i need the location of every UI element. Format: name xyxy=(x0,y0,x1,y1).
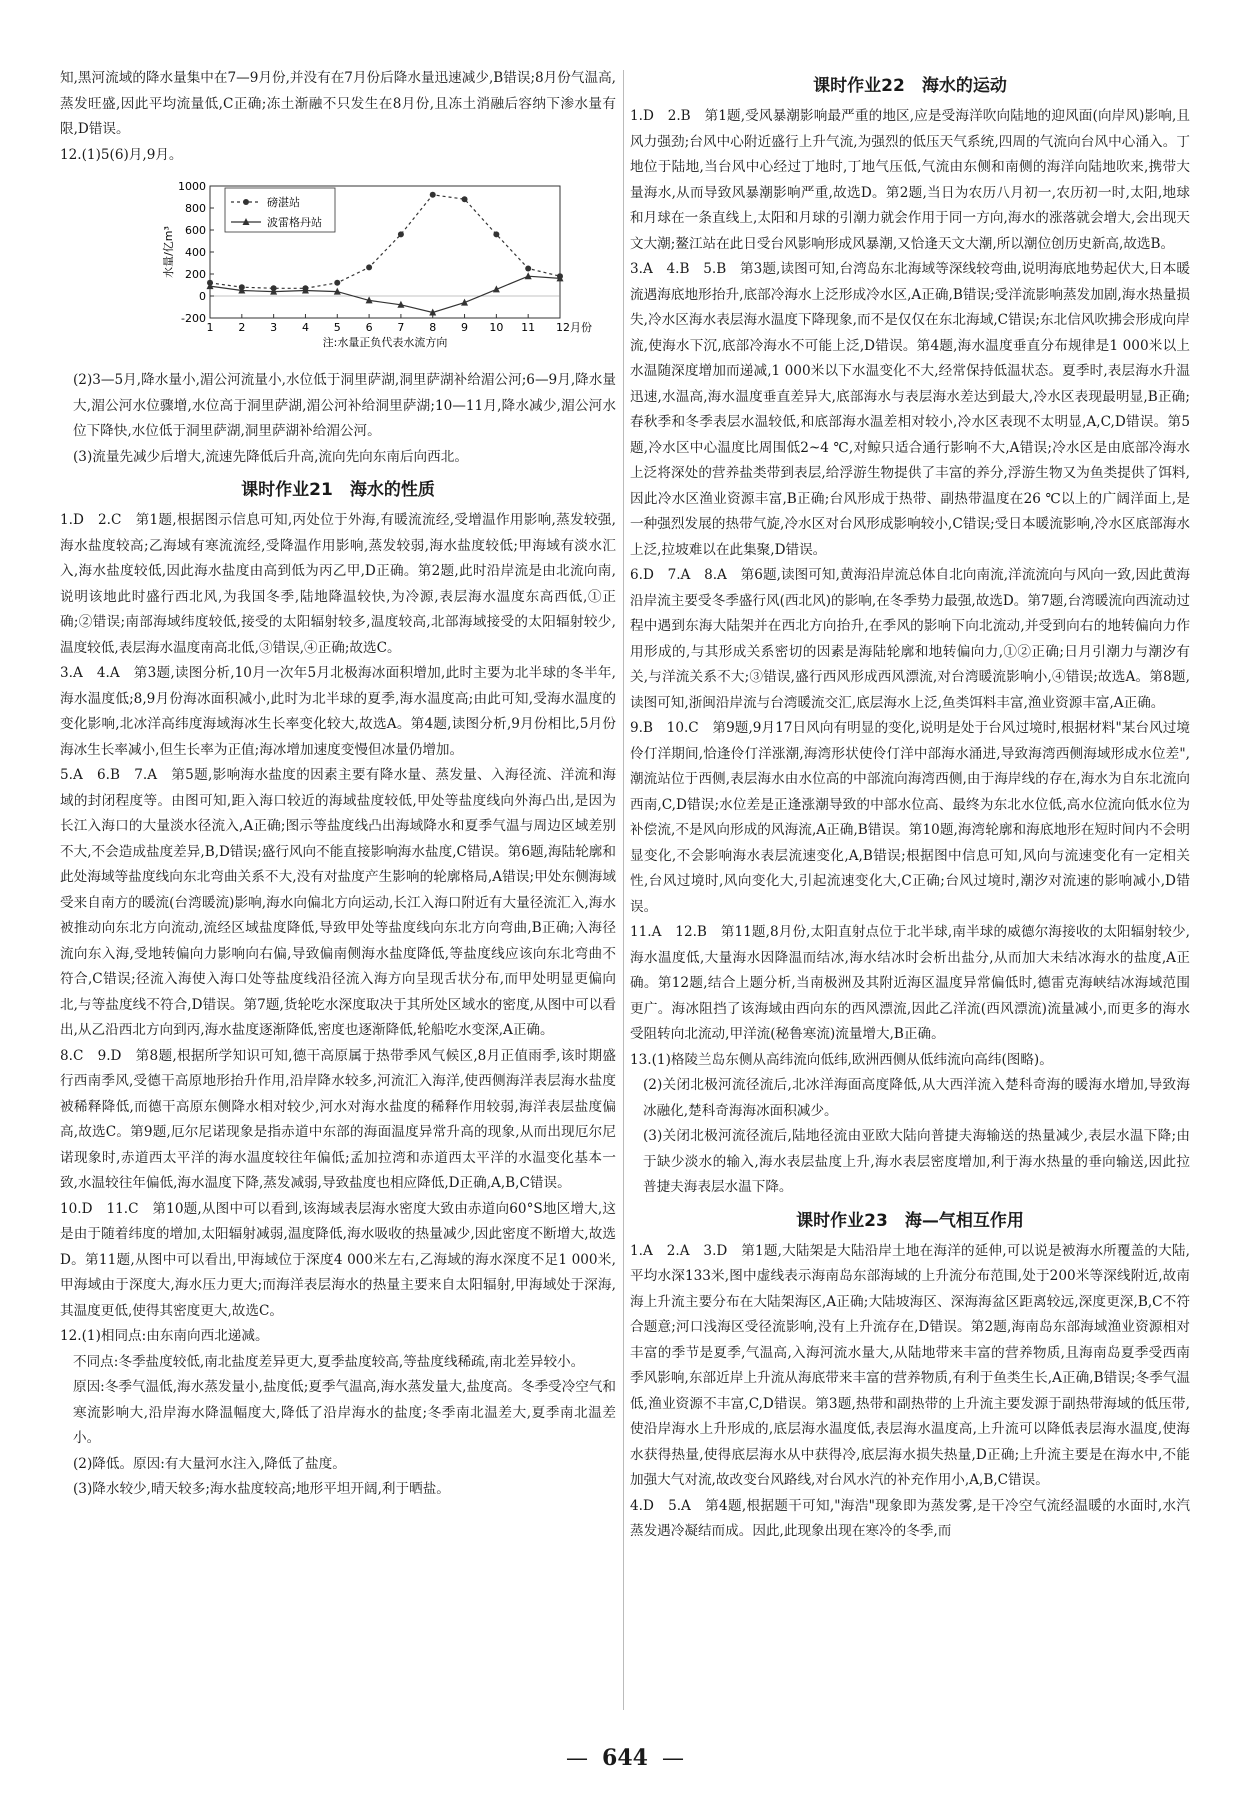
water-volume-chart xyxy=(60,168,616,368)
series-line-2 xyxy=(210,276,560,312)
column-divider xyxy=(623,70,624,1710)
legend-label: 磅湛站 xyxy=(267,196,300,209)
page-number xyxy=(0,1745,1250,1771)
paragraph: 知,黑河流域的降水量集中在7—9月份,并没有在7月份后降水量迅速减少,B错误;8月份气温高,蒸发旺盛,因此平均流量低,C正确;冻土渐融不只发生在8月份,且冻土消融后容纳下渗水量有限,D错误。 xyxy=(60,70,616,137)
legend-label: 波雷格丹站 xyxy=(267,216,322,229)
chart-note: 注:水量正负代表水流方向 xyxy=(322,336,448,349)
section-heading-21: 课时作业21 海水的性质 xyxy=(241,480,435,500)
data-point xyxy=(398,231,404,237)
right-column xyxy=(630,66,1190,1545)
paragraph: 3.A 4.B 5.B 第3题,读图可知,台湾岛东北海域等深线较弯曲,说明海底地势起伏大,日本暖流遇海底地形抬升,底部冷海水上泛形成冷水区,A正确,B错误;受洋流影响蒸发加剧,海水热量损失,冷水区海水表层海水温度下降现象,而不是仅仅在东北海域,C错误;东北信风吹拂会形成向岸流,使海水下沉,底部冷海水不可能上泛,D错误。第4题,海水温度垂直分布规律是1 000米以上水温随深度增加而递减,1 000米以下水温变化不大,经常保持低温状态。夏季时,表层海水升温迅速,水温高,海水温度垂直差异大,底部海水与表层海水差达到最大,冷水区表现最明显,B正确;春秋季和冬季表层水温较低,和底部海水温差相对较小,冷水区表现不太明显,A,C,D错误。第5题,冷水区中心温度比周围低2~4 ℃,对鲸只适合通行影响不大,A错误;冷水区是由底部冷海水上泛将深处的营养盐类带到表层,给浮游生物提供了丰富的养分,浮游生物又为鱼类提供了饵料,因此冷水区渔业资源丰富,B正确;台风形成于热带、副热带温度在26 ℃以上的广阔洋面上,是一种强烈发展的热带气旋,冷水区对台风形成影响较小,C错误;受日本暖流影响,冷水区底部海水上泛,拉坡难以在此集聚,D错误。 xyxy=(630,261,1190,558)
paragraph: 13.(1)格陵兰岛东侧从高纬流向低纬,欧洲西侧从低纬流向高纬(图略)。 xyxy=(630,1051,1053,1068)
data-point xyxy=(430,192,436,198)
paragraph: (3)降水较少,晴天较多;海水盐度较高;地形平坦开阔,利于晒盐。 xyxy=(73,1481,450,1497)
chart-svg xyxy=(60,168,616,368)
x-tick-label: 10 xyxy=(489,321,504,334)
y-tick-label: 0 xyxy=(199,290,206,303)
x-tick-label: 7 xyxy=(397,321,405,334)
x-tick-label: 3 xyxy=(270,321,278,334)
x-tick-label: 8 xyxy=(429,321,437,334)
y-tick-label: 400 xyxy=(185,246,206,259)
paragraph: (3)关闭北极河流径流后,陆地径流由亚欧大陆向普捷夫海输送的热量减少,表层水温下降;由于缺少淡水的输入,海水表层盐度上升,海水表层密度增加,利于海水热量的垂向输送,因此拉普捷夫海表层水温下降。 xyxy=(643,1128,1190,1195)
data-point xyxy=(366,264,372,270)
paragraph: 5.A 6.B 7.A 第5题,影响海水盐度的因素主要有降水量、蒸发量、入海径流、洋流和海域的封闭程度等。由图可知,距入海口较近的海域盐度较低,甲处等盐度线向外海凸出,是因为长江入海口的大量淡水径流入,A正确;图示等盐度线凸出海域降水和夏季气温与周边区域差别不大,不会造成盐度差异,B,D错误;盛行风向不能直接影响海水盐度,C错误。第6题,海陆轮廓和此处海域等盐度线向东北弯曲关系不大,没有对盐度产生影响的轮廓格局,A错误;甲处东侧海域受来自南方的暖流(台湾暖流)影响,海水向偏北方向运动,长江入海口附近有大量径流汇入,海水被推动向东北方向流动,流经区域盐度降低,导致甲处等盐度线向东北方向弯曲,B正确;入海径流向东入海,受地转偏向力影响向右偏,导致偏南侧海水盐度降低,等盐度线应该向东北弯曲不符合,C错误;径流入海使入海口处等盐度线沿径流入海方向呈现舌状分布,而甲处明显更偏向北,与等盐度线不符合,D错误。第7题,货轮吃水深度取决于其所处区域水的密度,从图中可以看出,从乙沿西北方向到丙,海水盐度逐渐降低,密度也逐渐降低,轮船吃水变深,A正确。 xyxy=(60,767,616,1038)
y-tick-label: -200 xyxy=(181,312,206,325)
paragraph: 9.B 10.C 第9题,9月17日风向有明显的变化,说明是处于台风过境时,根据材料"某台风过境伶仃洋期间,恰逢伶仃洋涨潮,海湾形状使伶仃洋中部海水涌进,导致海湾西侧海域形成水位差",潮流站位于西侧,表层海水由水位高的中部流向海湾西侧,由于海岸线的存在,海水为自东北流向西南,C,D错误;水位差是正逢涨潮导致的中部水位高、最终为东北水位低,高水位流向低水位为补偿流,不是风向形成的风海流,A正确,B错误。第10题,海湾轮廓和海底地形在短时间内不会明显变化,不会影响海水表层流速变化,A,B错误;根据图中信息可知,风向与流速变化有一定相关性,台风过境时,风向变化大,引起流速变化大,C正确;台风过境时,潮汐对流速的影响减小,D错误。 xyxy=(630,720,1190,915)
paragraph: 1.D 2.C 第1题,根据图示信息可知,丙处位于外海,有暖流流经,受增温作用影响,蒸发较强,海水盐度较高;乙海域有寒流流经,受降温作用影响,蒸发较弱,海水盐度较低;甲海域有淡水汇入,海水盐度较低,因此海水盐度由高到低为丙乙甲,D正确。第2题,此时沿岸流是由北流向南,说明该地此时盛行西北风,为我国冬季,陆地降温较快,为冷源,表层海水温度东高西低,①正确;②错误;南部海域纬度较低,接受的太阳辐射较多,温度较高,北部海域接受的太阳辐射较少,温度较低,表层海水温度南高北低,③错误,④正确;故选C。 xyxy=(60,512,616,656)
paragraph: 3.A 4.A 第3题,读图分析,10月一次年5月北极海冰面积增加,此时主要为北半球的冬半年,海水温度低;8,9月份海冰面积减小,此时为北半球的夏季,海水温度高;由此可知,受海水温度的变化影响,北冰洋高纬度海域海冰生长率变化较大,故选A。第4题,读图分析,9月份相比,5月份海冰生长率减小,但生长率为正值;海冰增加速度变慢但冰量仍增加。 xyxy=(60,665,616,758)
paragraph: (2)降低。原因:有大量河水注入,降低了盐度。 xyxy=(73,1455,346,1472)
x-tick-label: 12月份 xyxy=(556,321,592,334)
y-tick-label: 600 xyxy=(185,224,206,237)
answer-12-3: (3)流量先减少后增大,流速先降低后升高,流向先向东南后向西北。 xyxy=(73,448,468,465)
legend-marker xyxy=(243,199,249,205)
page-dash: — xyxy=(566,1746,589,1771)
x-tick-label: 11 xyxy=(521,321,536,334)
paragraph: 原因:冬季气温低,海水蒸发量小,盐度低;夏季气温高,海水蒸发量大,盐度高。冬季受冷空气和寒流影响大,沿岸海水降温幅度大,降低了沿岸海水的盐度;冬季南北温差大,夏季南北温差小。 xyxy=(73,1379,617,1446)
data-point xyxy=(525,272,532,279)
data-point xyxy=(462,196,468,202)
x-tick-label: 6 xyxy=(365,321,373,334)
section-heading-23: 课时作业23 海—气相互作用 xyxy=(796,1210,1024,1231)
x-tick-label: 2 xyxy=(238,321,246,334)
left-column xyxy=(60,66,616,1503)
paragraph: 6.D 7.A 8.A 第6题,读图可知,黄海沿岸流总体自北向南流,洋流流向与风向一致,因此黄海沿岸流主要受冬季盛行风(西北风)的影响,在冬季势力最强,故选D。第7题,台湾暖流向西流动过程中遇到东海大陆架并在西北方向抬升,在季风的影响下向北流动,并受到向右的地转偏向力作用形成的,与其形成关系密切的因素是海陆轮廓和地转偏向力,①②正确;日月引潮力与潮汐有关,与洋流关系不大;③错误,盛行西风形成西风漂流,对台湾暖流影响小,④错误;故选A。第8题,读图可知,浙闽沿岸流与台湾暖流交汇,底层海水上泛,鱼类饵料丰富,渔业资源丰富,A正确。 xyxy=(630,567,1190,711)
x-tick-label: 9 xyxy=(461,321,469,334)
paragraph: (2)关闭北极河流径流后,北冰洋海面高度降低,从大西洋流入楚科奇海的暖海水增加,导致海冰融化,楚科奇海海冰面积减少。 xyxy=(643,1077,1190,1119)
paragraph: 不同点:冬季盐度较低,南北盐度差异更大,夏季盐度较高,等盐度线稀疏,南北差异较小。 xyxy=(73,1353,585,1370)
x-tick-label: 1 xyxy=(206,321,214,334)
paragraph: 11.A 12.B 第11题,8月份,太阳直射点位于北半球,南半球的威德尔海接收的太阳辐射较少,海水温度低,大量海水因降温而结冰,海水结冰时会析出盐分,从而加大未结冰海水的盐度,A正确。第12题,结合上题分析,当南极洲及其附近海区温度异常偏低时,德雷克海峡结冰海域范围更广。海冰阻挡了该海域由西向东的西风漂流,因此乙洋流(西风漂流)流量减小,而更多的海水受阻转向北流动,甲洋流(秘鲁寒流)流量增大,B正确。 xyxy=(630,924,1190,1042)
page-dash: — xyxy=(661,1746,684,1771)
paragraph: 4.D 5.A 第4题,根据题干可知,"海浩"现象即为蒸发雾,是干冷空气流经温暖的水面时,水汽蒸发遇冷凝结而成。因此,此现象出现在寒冷的冬季,而 xyxy=(630,1497,1190,1539)
y-tick-label: 800 xyxy=(185,202,206,215)
y-tick-label: 1000 xyxy=(178,180,206,193)
answer-12-intro: 12.(1)5(6)月,9月。 xyxy=(60,146,183,163)
paragraph: 12.(1)相同点:由东南向西北递减。 xyxy=(60,1328,269,1344)
x-tick-label: 4 xyxy=(301,321,309,334)
page-number-text: 644 xyxy=(602,1745,648,1771)
y-axis-label: 水量/亿m³ xyxy=(162,226,175,278)
paragraph: 8.C 9.D 第8题,根据所学知识可知,德干高原属于热带季风气候区,8月正值雨季,该时期盛行西南季风,受德干高原地形抬升作用,沿岸降水较多,河流汇入海洋,使西侧海洋表层海水盐度被稀释降低,而德干高原东侧降水相对较少,河水对海水盐度的稀释作用较弱,海洋表层盐度偏高,故选C。第9题,厄尔尼诺现象是指赤道中东部的海面温度异常升高的现象,从而出现厄尔尼诺现象时,赤道西太平洋的海水温度较往年偏低;孟加拉湾和赤道西太平洋的水温变化基本一致,水温较往年偏低,海水温度下降,蒸发减弱,导致盐度也相应降低,D正确,A,B,C错误。 xyxy=(60,1047,616,1191)
paragraph: 10.D 11.C 第10题,从图中可以看到,该海域表层海水密度大致由赤道向60°S地区增大,这是由于随着纬度的增加,太阳辐射减弱,温度降低,海水吸收的热量减少,因此密度不断增大,故选D。第11题,从图中可以看出,甲海域位于深度4 000米左右,乙海域的海水深度不足1 000米,甲海域由于深度大,海水压力更大;而海洋表层海水的热量主要来自太阳辐射,甲海域处于深海,其温度更低,使得其密度更大,故选C。 xyxy=(60,1200,616,1319)
data-point xyxy=(334,280,340,286)
x-tick-label: 5 xyxy=(333,321,341,334)
answer-12-2: (2)3—5月,降水量小,湄公河流量小,水位低于洞里萨湖,洞里萨湖补给湄公河;6—9月,降水量大,湄公河水位骤增,水位高于洞里萨湖,湄公河补给洞里萨湖;10—11月,降水减少,湄公河水位下降快,水位低于洞里萨湖,洞里萨湖补给湄公河。 xyxy=(73,372,616,439)
data-point xyxy=(525,266,531,272)
paragraph: 1.A 2.A 3.D 第1题,大陆架是大陆沿岸土地在海洋的延伸,可以说是被海水所覆盖的大陆,平均水深133米,图中虚线表示海南岛东部海域的上升流分布范围,处于200米等深线附近,故南海上升流主要分布在大陆架海区,A正确;大陆坡海区、深海海盆区距离较远,深度更深,B,C不符合题意;河口浅海区受径流影响,没有上升流存在,D错误。第2题,海南岛东部海域渔业资源相对丰富的季节是夏季,气温高,入海河流水量大,从陆地带来丰富的营养物质,且海南岛夏季受西南季风影响,东部近岸上升流从海底带来丰富的营养物质,有利于鱼类生长,A正确,B错误;冬季气温低,渔业资源不丰富,C,D错误。第3题,热带和副热带的上升流主要发源于副热带海域的低压带,使沿岸海水上升形成的,底层海水温度低,表层海水温度高,上升流可以降低表层海水温度,使海水获得热量,使得底层海水从中获得冷,底层海水损失热量,D正确;上升流主要是在海水中,不能加强大气对流,故改变台风路线,对台风水汽的补充作用小,A,B,C错误。 xyxy=(630,1242,1190,1488)
section-heading-22: 课时作业22 海水的运动 xyxy=(813,76,1007,96)
data-point xyxy=(493,231,499,237)
y-tick-label: 200 xyxy=(185,268,206,281)
paragraph: 1.D 2.B 第1题,受风暴潮影响最严重的地区,应是受海洋吹向陆地的迎风面(向岸风)影响,且风力强劲;台风中心附近盛行上升气流,为强烈的低压天气系统,四周的气流向台风中心涌入。丁地位于陆地,当台风中心经过丁地时,丁地气压低,气流由东侧和南侧的海洋向陆地吹来,携带大量海水,从而导致风暴潮影响严重,故选D。第2题,当日为农历八月初一,农历初一时,太阳,地球和月球在一条直线上,太阳和月球的引潮力就会作用于同一方向,海水的涨落就会增大,会出现天文大潮;鳌江站在此日受台风影响形成风暴潮,又恰逢天文大潮,所以潮位创历史新高,故选B。 xyxy=(630,108,1191,252)
